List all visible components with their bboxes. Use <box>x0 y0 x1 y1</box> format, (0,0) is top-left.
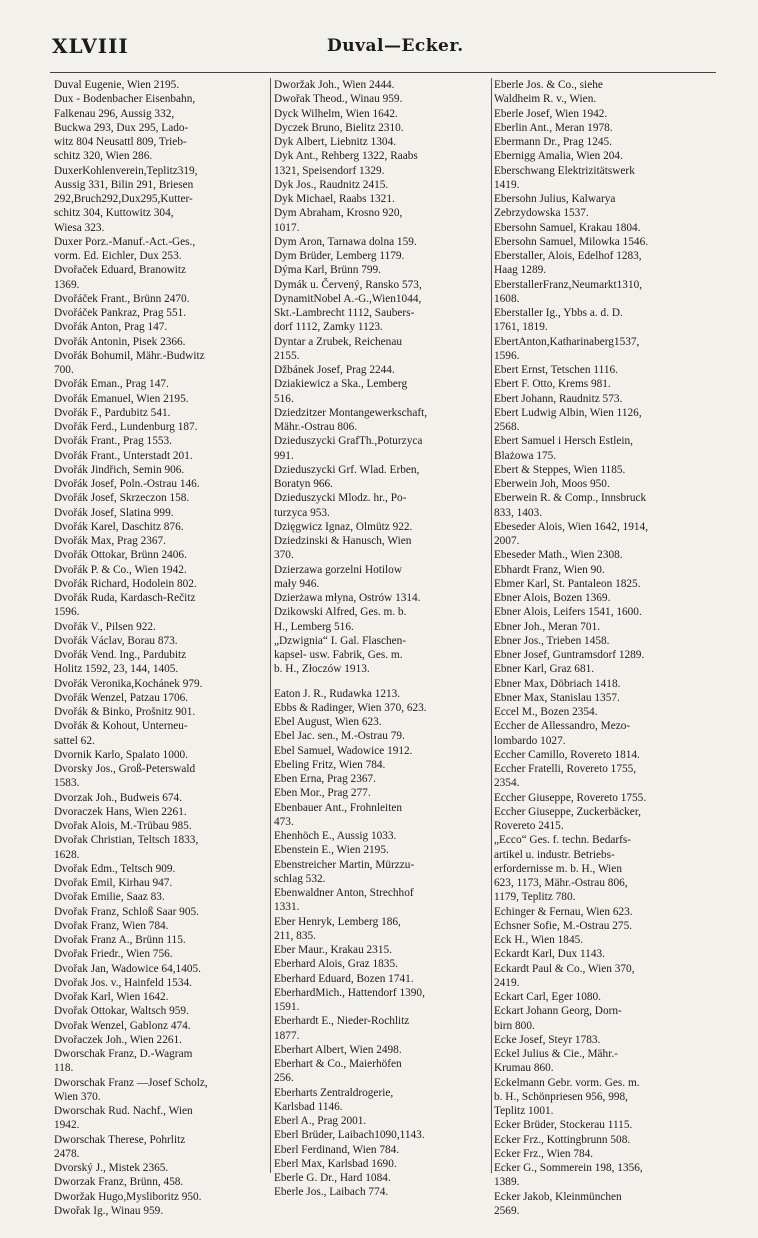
entry-line: EberhardMich., Hattendorf 1390, <box>274 986 425 999</box>
entry-line: 1596. <box>494 349 520 362</box>
entry-line: Ebert Ernst, Tetschen 1116. <box>494 364 618 376</box>
entry-line: Buckwa 293, Dux 295, Lado- <box>54 121 189 134</box>
entry-line: „Ecco“ Ges. f. techn. Bedarfs- <box>494 834 632 847</box>
entry-line: Eccher Giuseppe, Rovereto 1755. <box>494 791 647 804</box>
entry-line: Dvořak Edm., Teltsch 909. <box>54 862 176 875</box>
entry-line: Dvořáček Pankraz, Prag 551. <box>54 307 187 319</box>
entry-line: Eberschwang Elektrizitätswerk <box>494 164 635 177</box>
entry-line: 1321, Speisendorf 1329. <box>274 164 385 177</box>
entry-line: Dym Aron, Tarnawa dolna 159. <box>274 235 417 248</box>
entry-line: Džbánek Josef, Prag 2244. <box>274 364 395 376</box>
entry-line: Dýma Karl, Brünn 799. <box>274 264 381 277</box>
entry-line: Dyczek Bruno, Bielitz 2310. <box>274 121 404 134</box>
entry-line: 1942. <box>54 1119 80 1132</box>
entry-line: 2007. <box>494 535 520 547</box>
entry-line: Dvořak Karl, Wien 1642. <box>54 991 169 1003</box>
entries-column-3 <box>494 78 712 1228</box>
entry-line: Ebert Samuel i Hersch Estlein, <box>494 435 633 448</box>
entry-line: Wiesa 323. <box>54 221 105 234</box>
entry-line: 1877. <box>274 1029 300 1042</box>
entry-line: Ecker Jakob, Kleinmünchen <box>494 1190 622 1203</box>
entries-column-2 <box>274 78 490 1228</box>
entry-line: Eccel M., Bozen 2354. <box>494 706 598 718</box>
entry-line: birn 800. <box>494 1019 535 1032</box>
entry-line: Dworschak Franz, D.-Wagram <box>54 1048 193 1060</box>
entry-line: Eck H., Wien 1845. <box>494 934 584 946</box>
entry-line: 1017. <box>274 221 300 234</box>
entry-line: Eberwein R. & Comp., Innsbruck <box>494 492 647 505</box>
entry-line: Waldheim R. v., Wien. <box>494 93 597 106</box>
entry-line: Ebenwaldner Anton, Strechhof <box>274 887 414 899</box>
entry-line: Ebert F. Otto, Krems 981. <box>494 378 611 391</box>
entry-line: sattel 62. <box>54 734 95 747</box>
entry-line: lombardo 1027. <box>494 734 566 747</box>
entry-line: 118. <box>54 1062 74 1075</box>
entry-line: 991. <box>274 449 294 462</box>
entry-line: artikel u. industr. Betriebs- <box>494 848 615 861</box>
entry-line: Dzieduszycki Grf. Wlad. Erben, <box>274 463 420 476</box>
entry-line: Dvořák & Kohout, Unterneu- <box>54 720 188 733</box>
entry-line: Ebner Jos., Trieben 1458. <box>494 634 610 647</box>
entry-line: Ebner Josef, Guntramsdorf 1289. <box>494 649 645 661</box>
entry-line: Ebner Alois, Bozen 1369. <box>494 592 611 604</box>
entry-line: Ebel Jac. sen., M.-Ostrau 79. <box>274 730 405 743</box>
entry-line: 1331. <box>274 901 300 914</box>
entry-line: Dvořák V., Pilsen 922. <box>54 620 156 633</box>
entry-line: Ebbs & Radinger, Wien 370, 623. <box>274 701 427 714</box>
entry-line: Dvořak Wenzel, Gablonz 474. <box>54 1019 191 1032</box>
entry-line: Dziedzitzer Montangewerkschaft, <box>274 406 428 419</box>
entry-line: Ecker Brüder, Stockerau 1115. <box>494 1119 633 1132</box>
entry-line: Eberhart Albert, Wien 2498. <box>274 1043 402 1056</box>
entry-line: 516. <box>274 392 294 405</box>
entry-line: 256. <box>274 1072 294 1085</box>
entry-line: 292,Bruch292,Dux295,Kutter- <box>54 193 193 205</box>
entry-line: Duxer Porz.-Manuf.-Act.-Ges., <box>54 235 196 248</box>
entry-line: Eccher de Allessandro, Mezo- <box>494 720 631 733</box>
entry-line: 1596. <box>54 606 80 619</box>
entry-line: 623, 1173, Mähr.-Ostrau 806, <box>494 877 628 889</box>
entry-line: Holitz 1592, 23, 144, 1405. <box>54 663 179 676</box>
entry-line: Dvornik Karlo, Spalato 1000. <box>54 748 188 761</box>
entry-line: Eben Erna, Prag 2367. <box>274 773 376 785</box>
entry-line: vorm. Ed. Eichler, Dux 253. <box>54 250 182 262</box>
entry-line: Ebernigg Amalia, Wien 204. <box>494 150 623 163</box>
entry-line: Haag 1289. <box>494 264 547 277</box>
entry-line: Eberl Ferdinand, Wien 784. <box>274 1143 400 1156</box>
entry-line: Ebeling Fritz, Wien 784. <box>274 758 386 771</box>
entry-line: Teplitz 1001. <box>494 1105 554 1117</box>
entry-line: Dvořák Ruda, Kardasch-Rečitz <box>54 592 196 604</box>
entry-line: Ebersohn Samuel, Krakau 1804. <box>494 221 641 234</box>
entry-line: erfordernisse m. b. H., Wien <box>494 862 622 875</box>
entry-line: Dvořak Franz A., Brünn 115. <box>54 934 186 946</box>
entry-line: 1369. <box>54 278 80 291</box>
entry-line: Ecke Josef, Steyr 1783. <box>494 1033 601 1046</box>
entry-line: Dvořák Frant., Unterstadt 201. <box>54 449 193 462</box>
entry-line: Mähr.-Ostrau 806. <box>274 421 358 433</box>
entry-line: Ebert Ludwig Albin, Wien 1126, <box>494 406 642 419</box>
entry-line: Ebhardt Franz, Wien 90. <box>494 563 605 576</box>
entry-line: Eberstaller, Alois, Edelhof 1283, <box>494 250 642 262</box>
section-gap <box>274 677 490 687</box>
entry-line: Dwořak Ig., Winau 959. <box>54 1204 164 1217</box>
entry-line: Dziedzinski & Hanusch, Wien <box>274 535 412 547</box>
entry-line: 833, 1403. <box>494 506 543 519</box>
entry-line: Ebeseder Alois, Wien 1642, 1914, <box>494 520 649 533</box>
entry-line: 211, 835. <box>274 929 316 942</box>
entry-line: 1389. <box>494 1176 520 1189</box>
entry-line: 473. <box>274 815 294 828</box>
entry-line: Dvořak Franz, Schloß Saar 905. <box>54 905 199 918</box>
entry-line: turzyca 953. <box>274 506 330 519</box>
entry-line: mały 946. <box>274 577 320 590</box>
entry-line: Dvořak Ottokar, Waltsch 959. <box>54 1005 189 1018</box>
entry-line: Ebersohn Julius, Kalwarya <box>494 193 616 205</box>
entry-line: Duval Eugenie, Wien 2195. <box>54 79 180 91</box>
entry-line: Ebenbauer Ant., Frohnleiten <box>274 801 402 814</box>
page-number: XLVIII <box>52 34 129 58</box>
entry-line: Dworschak Franz —Josef Scholz, <box>54 1076 208 1089</box>
entry-line: 2478. <box>54 1147 80 1160</box>
entry-line: Eberhardt E., Nieder-Rochlitz <box>274 1015 410 1028</box>
entry-line: Dzięgwicz Ignaz, Olmütz 922. <box>274 520 413 533</box>
entry-line: Dvořák Josef, Slatina 999. <box>54 506 174 519</box>
entry-line: b. H., Schönpriesen 956, 998, <box>494 1090 628 1103</box>
entry-line: Eber Maur., Krakau 2315. <box>274 944 392 956</box>
entry-line: Dvořák Anton, Prag 147. <box>54 321 168 334</box>
entry-line: Wien 370. <box>54 1090 101 1103</box>
entry-line: Dvořák Max, Prag 2367. <box>54 535 167 547</box>
entry-line: Eberhart & Co., Maierhöfen <box>274 1058 402 1070</box>
entry-line: Dyk Ant., Rehberg 1322, Raabs <box>274 150 418 163</box>
entry-line: Krumau 860. <box>494 1062 554 1075</box>
entry-line: Dvořák & Binko, Prošnitz 901. <box>54 706 196 718</box>
entry-line: Eckel Julius & Cie., Mähr.- <box>494 1048 618 1060</box>
entry-line: Karlsbad 1146. <box>274 1100 343 1113</box>
entry-line: Dvořák Bohumil, Mähr.-Budwitz <box>54 349 205 362</box>
entry-line: schitz 304, Kuttowitz 304, <box>54 207 174 220</box>
entry-line: Eccher Camillo, Rovereto 1814. <box>494 748 640 761</box>
entry-line: Dvořak Christian, Teltsch 1833, <box>54 834 199 847</box>
entry-line: Dyntar a Zrubek, Reichenau <box>274 335 402 348</box>
entry-line: Eberharts Zentraldrogerie, <box>274 1086 394 1099</box>
entry-line: Dvořák Richard, Hodolein 802. <box>54 577 197 590</box>
entry-line: Ebner Joh., Meran 701. <box>494 620 601 633</box>
entry-line: Dvořák Vend. Ing., Pardubitz <box>54 649 187 661</box>
entry-line: Dworzak Franz, Brünn, 458. <box>54 1176 184 1189</box>
entry-line: Eberl Max, Karlsbad 1690. <box>274 1157 397 1170</box>
entry-line: EberstallerFranz,Neumarkt1310, <box>494 278 643 291</box>
entry-line: Skt.-Lambrecht 1112, Saubers- <box>274 307 415 319</box>
entry-line: Dvořák Eman., Prag 147. <box>54 378 169 391</box>
entry-line: Eccher Fratelli, Rovereto 1755, <box>494 763 637 775</box>
entry-line: Eberwein Joh, Moos 950. <box>494 478 610 490</box>
entry-line: Eberhard Alois, Graz 1835. <box>274 958 398 971</box>
entry-line: Eckardt Karl, Dux 1143. <box>494 948 605 961</box>
entry-line: 1628. <box>54 848 80 861</box>
entry-line: Dvořák Wenzel, Patzau 1706. <box>54 691 189 704</box>
entry-line: Ebner Alois, Leifers 1541, 1600. <box>494 606 642 619</box>
entry-line: Dworschak Therese, Pohrlitz <box>54 1133 186 1146</box>
entry-line: Dvořák Karel, Daschitz 876. <box>54 520 184 533</box>
entry-line: Dymák u. Červený, Ransko 573, <box>274 278 422 291</box>
entry-line: Eckart Carl, Eger 1080. <box>494 991 601 1003</box>
entry-line: 2155. <box>274 349 300 362</box>
entry-line: Dym Brüder, Lemberg 1179. <box>274 250 405 262</box>
entry-line: Ehenhöch E., Aussig 1033. <box>274 830 397 842</box>
entry-line: Dvořak Friedr., Wien 756. <box>54 948 173 961</box>
entry-line: Dvořák F., Pardubitz 541. <box>54 406 171 419</box>
entry-line: Eberl Brüder, Laibach1090,1143. <box>274 1129 425 1142</box>
entry-line: Ebenstreicher Martin, Mürzzu- <box>274 858 415 871</box>
entry-line: dorf 1112, Zamky 1123. <box>274 321 383 334</box>
entry-line: 2354. <box>494 777 520 790</box>
entry-line: Ecker Frz., Kottingbrunn 508. <box>494 1133 631 1146</box>
entry-line: Dvořak Jos. v., Hainfeld 1534. <box>54 976 192 989</box>
entry-line: Dvorzak Joh., Budweis 674. <box>54 791 183 804</box>
entry-line: b. H., Złoczów 1913. <box>274 663 370 676</box>
entry-line: Dyck Wilhelm, Wien 1642. <box>274 107 398 120</box>
entry-line: 1591. <box>274 1001 300 1013</box>
entry-line: Echinger & Fernau, Wien 623. <box>494 905 633 918</box>
entry-line: Ebner Max, Döbriach 1418. <box>494 677 621 690</box>
entry-line: Ebner Max, Stanislau 1357. <box>494 691 620 704</box>
column-divider <box>491 78 492 1173</box>
entry-line: Ecker G., Sommerein 198, 1356, <box>494 1162 643 1174</box>
entry-line: Dyk Michael, Raabs 1321. <box>274 193 395 205</box>
entry-line: Ecker Frz., Wien 784. <box>494 1147 594 1160</box>
entry-line: Dvořák Josef, Poln.-Ostrau 146. <box>54 478 200 490</box>
entry-line: Eberlin Ant., Meran 1978. <box>494 121 613 134</box>
entry-line: Dvoraczek Hans, Wien 2261. <box>54 805 187 818</box>
entry-line: Dziakiewicz a Ska., Lemberg <box>274 378 408 391</box>
entry-line: Dyk Albert, Liebnitz 1304. <box>274 136 397 148</box>
entry-line: Dvořák Veronika,Kochánek 979. <box>54 677 203 690</box>
entry-line: Dzierżawa młyna, Ostrów 1314. <box>274 592 421 604</box>
entry-line: Ebersohn Samuel, Milowka 1546. <box>494 235 649 248</box>
entry-line: Dworschak Rud. Nachf., Wien <box>54 1105 193 1117</box>
entry-line: Dwořak Theod., Winau 959. <box>274 93 403 106</box>
entry-line: Eckart Johann Georg, Dorn- <box>494 1005 622 1018</box>
entry-line: Eccher Giuseppe, Zuckerbäcker, <box>494 805 641 818</box>
entry-line: schitz 320, Wien 286. <box>54 150 153 163</box>
entry-line: 2568. <box>494 421 520 433</box>
entry-line: Ebel Samuel, Wadowice 1912. <box>274 744 413 757</box>
entry-line: Dzieduszycki GrafTh.,Poturzyca <box>274 435 423 448</box>
entry-line: Ebmer Karl, St. Pantaleon 1825. <box>494 577 641 590</box>
entry-line: Dvořák Antonin, Pisek 2366. <box>54 335 186 348</box>
entry-line: Eberstaller Ig., Ybbs a. d. D. <box>494 307 623 319</box>
entry-line: Dym Abraham, Krosno 920, <box>274 207 403 220</box>
entry-line: H., Lemberg 516. <box>274 620 354 633</box>
entry-line: Zebrzydowska 1537. <box>494 207 589 220</box>
entry-line: 700. <box>54 364 74 376</box>
entry-line: Dzierzawa gorzelni Hotilow <box>274 563 402 576</box>
entry-line: witz 804 Neusattl 809, Trieb- <box>54 136 187 148</box>
entry-line: Dvořák Ferd., Lundenburg 187. <box>54 421 198 433</box>
entry-line: 1608. <box>494 292 520 305</box>
entry-line: schlag 532. <box>274 872 326 885</box>
entry-line: DynamitNobel A.-G.,Wien1044, <box>274 292 422 305</box>
entry-line: Rovereto 2415. <box>494 820 564 832</box>
entry-line: 1761, 1819. <box>494 321 548 334</box>
entry-line: 2569. <box>494 1204 520 1217</box>
entry-line: kapsel- usw. Fabrik, Ges. m. <box>274 649 403 661</box>
entry-line: Eben Mor., Prag 277. <box>274 787 371 800</box>
entry-line: Dvořák Josef, Skrzeczon 158. <box>54 492 190 505</box>
entry-line: DuxerKohlenverein,Teplitz319, <box>54 164 198 177</box>
entry-line: Blażowa 175. <box>494 449 557 462</box>
entry-line: Ebert & Steppes, Wien 1185. <box>494 463 626 476</box>
entry-line: Dworžak Joh., Wien 2444. <box>274 79 395 91</box>
entry-line: Aussig 331, Bilin 291, Briesen <box>54 178 194 191</box>
entry-line: Eberl A., Prag 2001. <box>274 1115 367 1127</box>
entry-line: Ebert Johann, Raudnitz 573. <box>494 392 623 405</box>
entry-line: Dvořaczek Joh., Wien 2261. <box>54 1033 182 1046</box>
entry-line: Dvorsky Jos., Groß-Peterswald <box>54 763 196 775</box>
entry-line: Ebel August, Wien 623. <box>274 716 382 728</box>
entry-line: 1583. <box>54 777 80 790</box>
entry-line: Eckelmann Gebr. vorm. Ges. m. <box>494 1076 640 1089</box>
entry-line: Ebermann Dr., Prag 1245. <box>494 136 612 148</box>
entry-line: Dvořak Emilie, Saaz 83. <box>54 891 165 904</box>
entry-line: 1179, Teplitz 780. <box>494 891 576 904</box>
entry-line: Eberhard Eduard, Bozen 1741. <box>274 972 414 985</box>
entry-line: Eberle Jos. & Co., siehe <box>494 79 603 91</box>
entry-line: Dvorský J., Mistek 2365. <box>54 1162 169 1174</box>
entry-line: Dzikowski Alfred, Ges. m. b. <box>274 606 407 619</box>
entry-line: Falkenau 296, Aussig 332, <box>54 107 175 120</box>
entry-line: Eckardt Paul & Co., Wien 370, <box>494 962 635 975</box>
entry-line: Ebenstein E., Wien 2195. <box>274 844 389 857</box>
entry-line: Dux - Bodenbacher Eisenbahn, <box>54 93 196 106</box>
entry-line: 370. <box>274 549 294 562</box>
entry-line: Dvořák Jindřich, Semin 906. <box>54 463 185 476</box>
entry-line: 2419. <box>494 976 520 989</box>
entry-line: EbertAnton,Katharinaberg1537, <box>494 335 640 348</box>
entry-line: Dworžak Hugo,Mysliboritz 950. <box>54 1190 202 1203</box>
entry-line: Ebner Karl, Graz 681. <box>494 663 595 676</box>
entry-line: Ebeseder Math., Wien 2308. <box>494 549 623 562</box>
column-divider <box>270 78 271 1173</box>
entry-line: Dyk Jos., Raudnitz 2415. <box>274 178 389 191</box>
entry-line: Dvořák Václav, Borau 873. <box>54 634 178 647</box>
entry-line: Dzieduszycki Mlodz. hr., Po- <box>274 492 407 505</box>
header-rule <box>50 72 716 73</box>
entry-line: Eberle G. Dr., Hard 1084. <box>274 1172 391 1184</box>
entry-line: Dvořak Emil, Kirhau 947. <box>54 877 173 889</box>
entry-line: „Dzwignia“ I. Gal. Flaschen- <box>274 634 407 647</box>
entry-line: Dvořak Franz, Wien 784. <box>54 919 169 932</box>
page-header <box>52 34 712 64</box>
entry-line: Dvořák Frant., Prag 1553. <box>54 435 172 448</box>
entry-line: Eberle Jos., Laibach 774. <box>274 1186 389 1199</box>
entry-line: Echsner Sofie, M.-Ostrau 275. <box>494 919 633 932</box>
entry-line: Dvořak Alois, M.-Trübau 985. <box>54 820 192 832</box>
entry-line: Dvořák Ottokar, Brünn 2406. <box>54 549 187 562</box>
entry-line: Dvořak Jan, Wadowice 64,1405. <box>54 962 201 975</box>
entry-line: Dvořáček Frant., Brünn 2470. <box>54 292 190 305</box>
entry-line: 1419. <box>494 178 520 191</box>
entry-line: Dvořák Emanuel, Wien 2195. <box>54 392 189 405</box>
entry-line: Eaton J. R., Rudawka 1213. <box>274 687 401 700</box>
entry-line: Eberle Josef, Wien 1942. <box>494 107 608 120</box>
entry-line: Dvořaček Eduard, Branowitz <box>54 264 187 277</box>
page-title: Duval—Ecker. <box>327 36 464 56</box>
entries-column-1 <box>54 78 268 1228</box>
entry-line: Dvořák P. & Co., Wien 1942. <box>54 563 187 576</box>
entry-line: Boratyn 966. <box>274 478 333 490</box>
entry-line: Eber Henryk, Lemberg 186, <box>274 915 401 928</box>
